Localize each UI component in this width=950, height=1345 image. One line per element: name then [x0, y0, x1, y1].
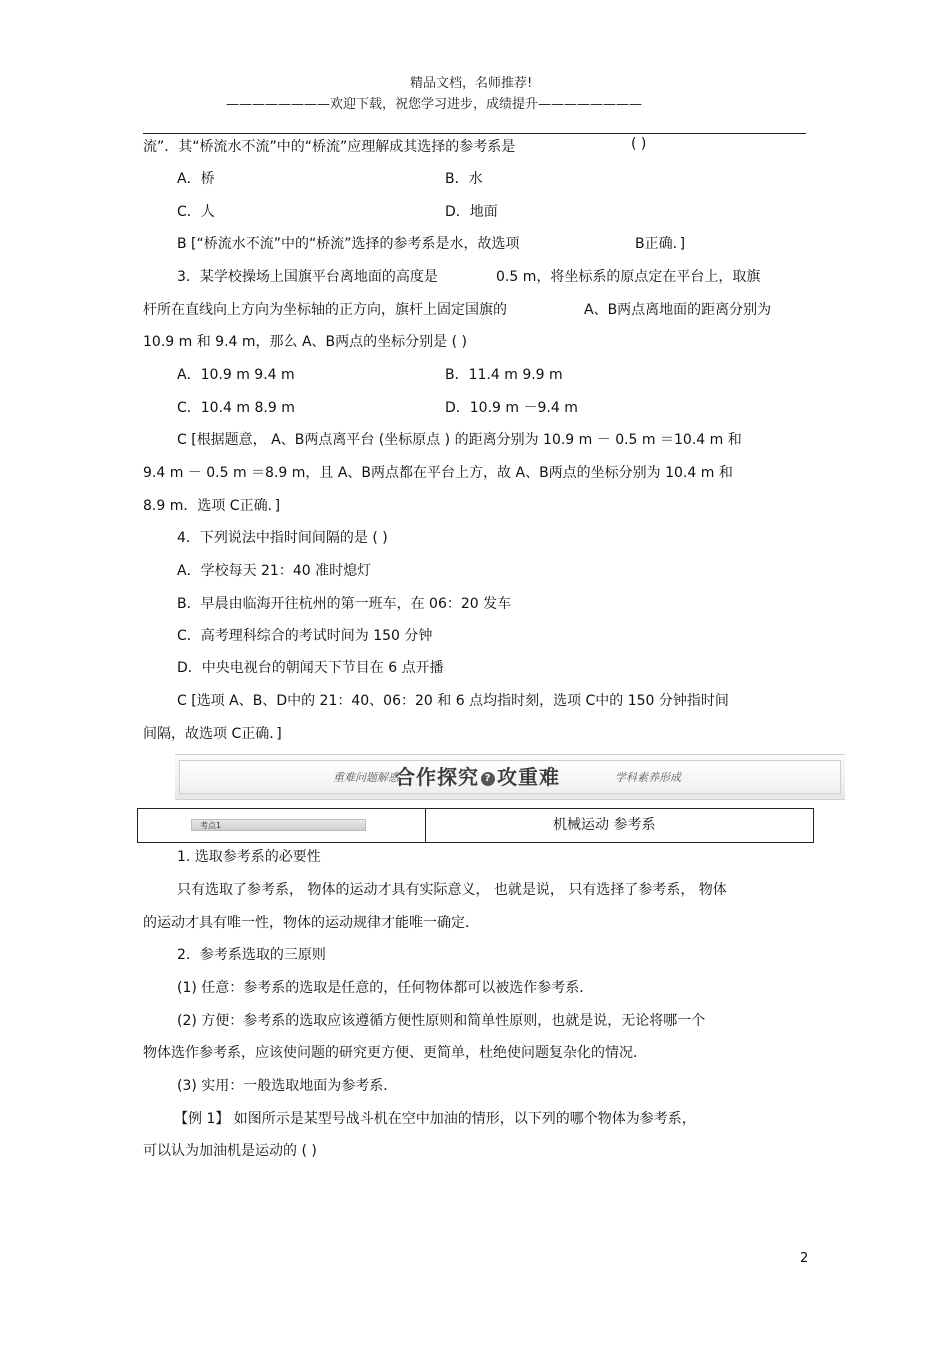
- q3-stem-line2a: 杆所在直线向上方向为坐标轴的正方向，旗杆上固定国旗的: [143, 302, 507, 318]
- section-heading-1: 1. 选取参考系的必要性: [177, 849, 321, 865]
- banner-title: [395, 761, 560, 790]
- banner-title-a: 合作探究: [395, 765, 479, 789]
- q4-option-c: C．高考理科综合的考试时间为 150 分钟: [177, 628, 433, 644]
- q3-option-d: D．10.9 m －9.4 m: [445, 400, 578, 416]
- q3-answer-line1: C [根据题意， A、B两点离平台 (坐标原点 ) 的距离分别为 10.9 m － 0.5 m ＝10.4 m 和: [177, 432, 742, 448]
- q4-answer-line1: C [选项 A、B、D中的 21：40、06：20 和 6 点均指时刻，选项 C中的 150 分钟指时间: [177, 693, 729, 709]
- banner-left-caption: 重难问题解惑: [333, 771, 399, 784]
- q4-option-d: D．中央电视台的朝闻天下节目在 6 点开播: [177, 660, 444, 676]
- header-welcome: ————————欢迎下载，祝您学习进步，成绩提升————————: [226, 97, 643, 112]
- q4-answer-line2: 间隔，故选项 C正确．]: [143, 726, 282, 742]
- principle-1: (1) 任意：参考系的选取是任意的，任何物体都可以被选作参考系．: [177, 980, 594, 996]
- paragraph-1-line2: 的运动才具有唯一性，物体的运动规律才能唯一确定．: [143, 915, 479, 931]
- q3-option-a: A．10.9 m 9.4 m: [177, 367, 295, 383]
- q3-option-c: C．10.4 m 8.9 m: [177, 400, 295, 416]
- topic-tag: 考点1: [191, 819, 366, 831]
- q3-stem-line1b: 0.5 m，将坐标系的原点定在平台上，取旗: [496, 269, 761, 285]
- q3-answer-line2: 9.4 m － 0.5 m ＝8.9 m，且 A、B两点都在平台上方，故 A、B两点的坐标分别为 10.4 m 和: [143, 465, 733, 481]
- q3-stem-line2b: A、B两点离地面的距离分别为: [584, 302, 772, 318]
- principle-2-line1: (2) 方便：参考系的选取应该遵循方便性原则和简单性原则，也就是说，无论将哪一个: [177, 1013, 706, 1029]
- q4-option-a: A．学校每天 21：40 准时熄灯: [177, 563, 372, 579]
- principle-2-line2: 物体选作参考系，应该使问题的研究更方便、更简单，杜绝使问题复杂化的情况．: [143, 1045, 647, 1061]
- page-number: 2: [800, 1251, 809, 1266]
- q3-option-b: B．11.4 m 9.9 m: [445, 367, 563, 383]
- section-banner: [175, 754, 845, 800]
- header-recommend: 精品文档，名师推荐!: [410, 76, 533, 91]
- banner-title-b: 攻重难: [497, 765, 560, 789]
- banner-right-caption: 学科素养形成: [615, 771, 681, 784]
- q2-stem: 流”．其“桥流水不流”中的“桥流”应理解成其选择的参考系是: [143, 139, 516, 155]
- principle-3: (3) 实用：一般选取地面为参考系．: [177, 1078, 398, 1094]
- q2-option-a: A．桥: [177, 171, 215, 187]
- q3-stem-line1a: 3．某学校操场上国旗平台离地面的高度是: [177, 269, 438, 285]
- topic-title: 机械运动 参考系: [553, 817, 656, 833]
- q4-option-b: B．早晨由临海开往杭州的第一班车，在 06：20 发车: [177, 596, 512, 612]
- q2-answer-end: B正确．]: [635, 236, 686, 252]
- q2-option-b: B．水: [445, 171, 483, 187]
- q3-stem-line3: 10.9 m 和 9.4 m，那么 A、B两点的坐标分别是 ( ): [143, 334, 467, 350]
- q2-option-c: C．人: [177, 204, 215, 220]
- example-1-line2: 可以认为加油机是运动的 ( ): [143, 1143, 317, 1159]
- q3-answer-line3: 8.9 m．选项 C正确．]: [143, 498, 281, 514]
- q2-answer: B [“桥流水不流”中的“桥流”选择的参考系是水，故选项: [177, 236, 520, 252]
- example-1-line1: 【例 1】 如图所示是某型号战斗机在空中加油的情形，以下列的哪个物体为参考系，: [174, 1111, 696, 1127]
- q2-option-d: D．地面: [445, 204, 498, 220]
- q4-stem: 4．下列说法中指时间间隔的是 ( ): [177, 530, 388, 546]
- header-rule: [143, 133, 806, 134]
- paragraph-1-line1: 只有选取了参考系， 物体的运动才具有实际意义， 也就是说， 只有选择了参考系， 物体: [177, 882, 727, 898]
- topic-table: [137, 808, 814, 843]
- banner-circle-icon: ?: [481, 772, 495, 786]
- section-heading-2: 2．参考系选取的三原则: [177, 947, 326, 963]
- topic-table-divider: [425, 809, 426, 842]
- q2-bracket: ( ): [631, 136, 647, 152]
